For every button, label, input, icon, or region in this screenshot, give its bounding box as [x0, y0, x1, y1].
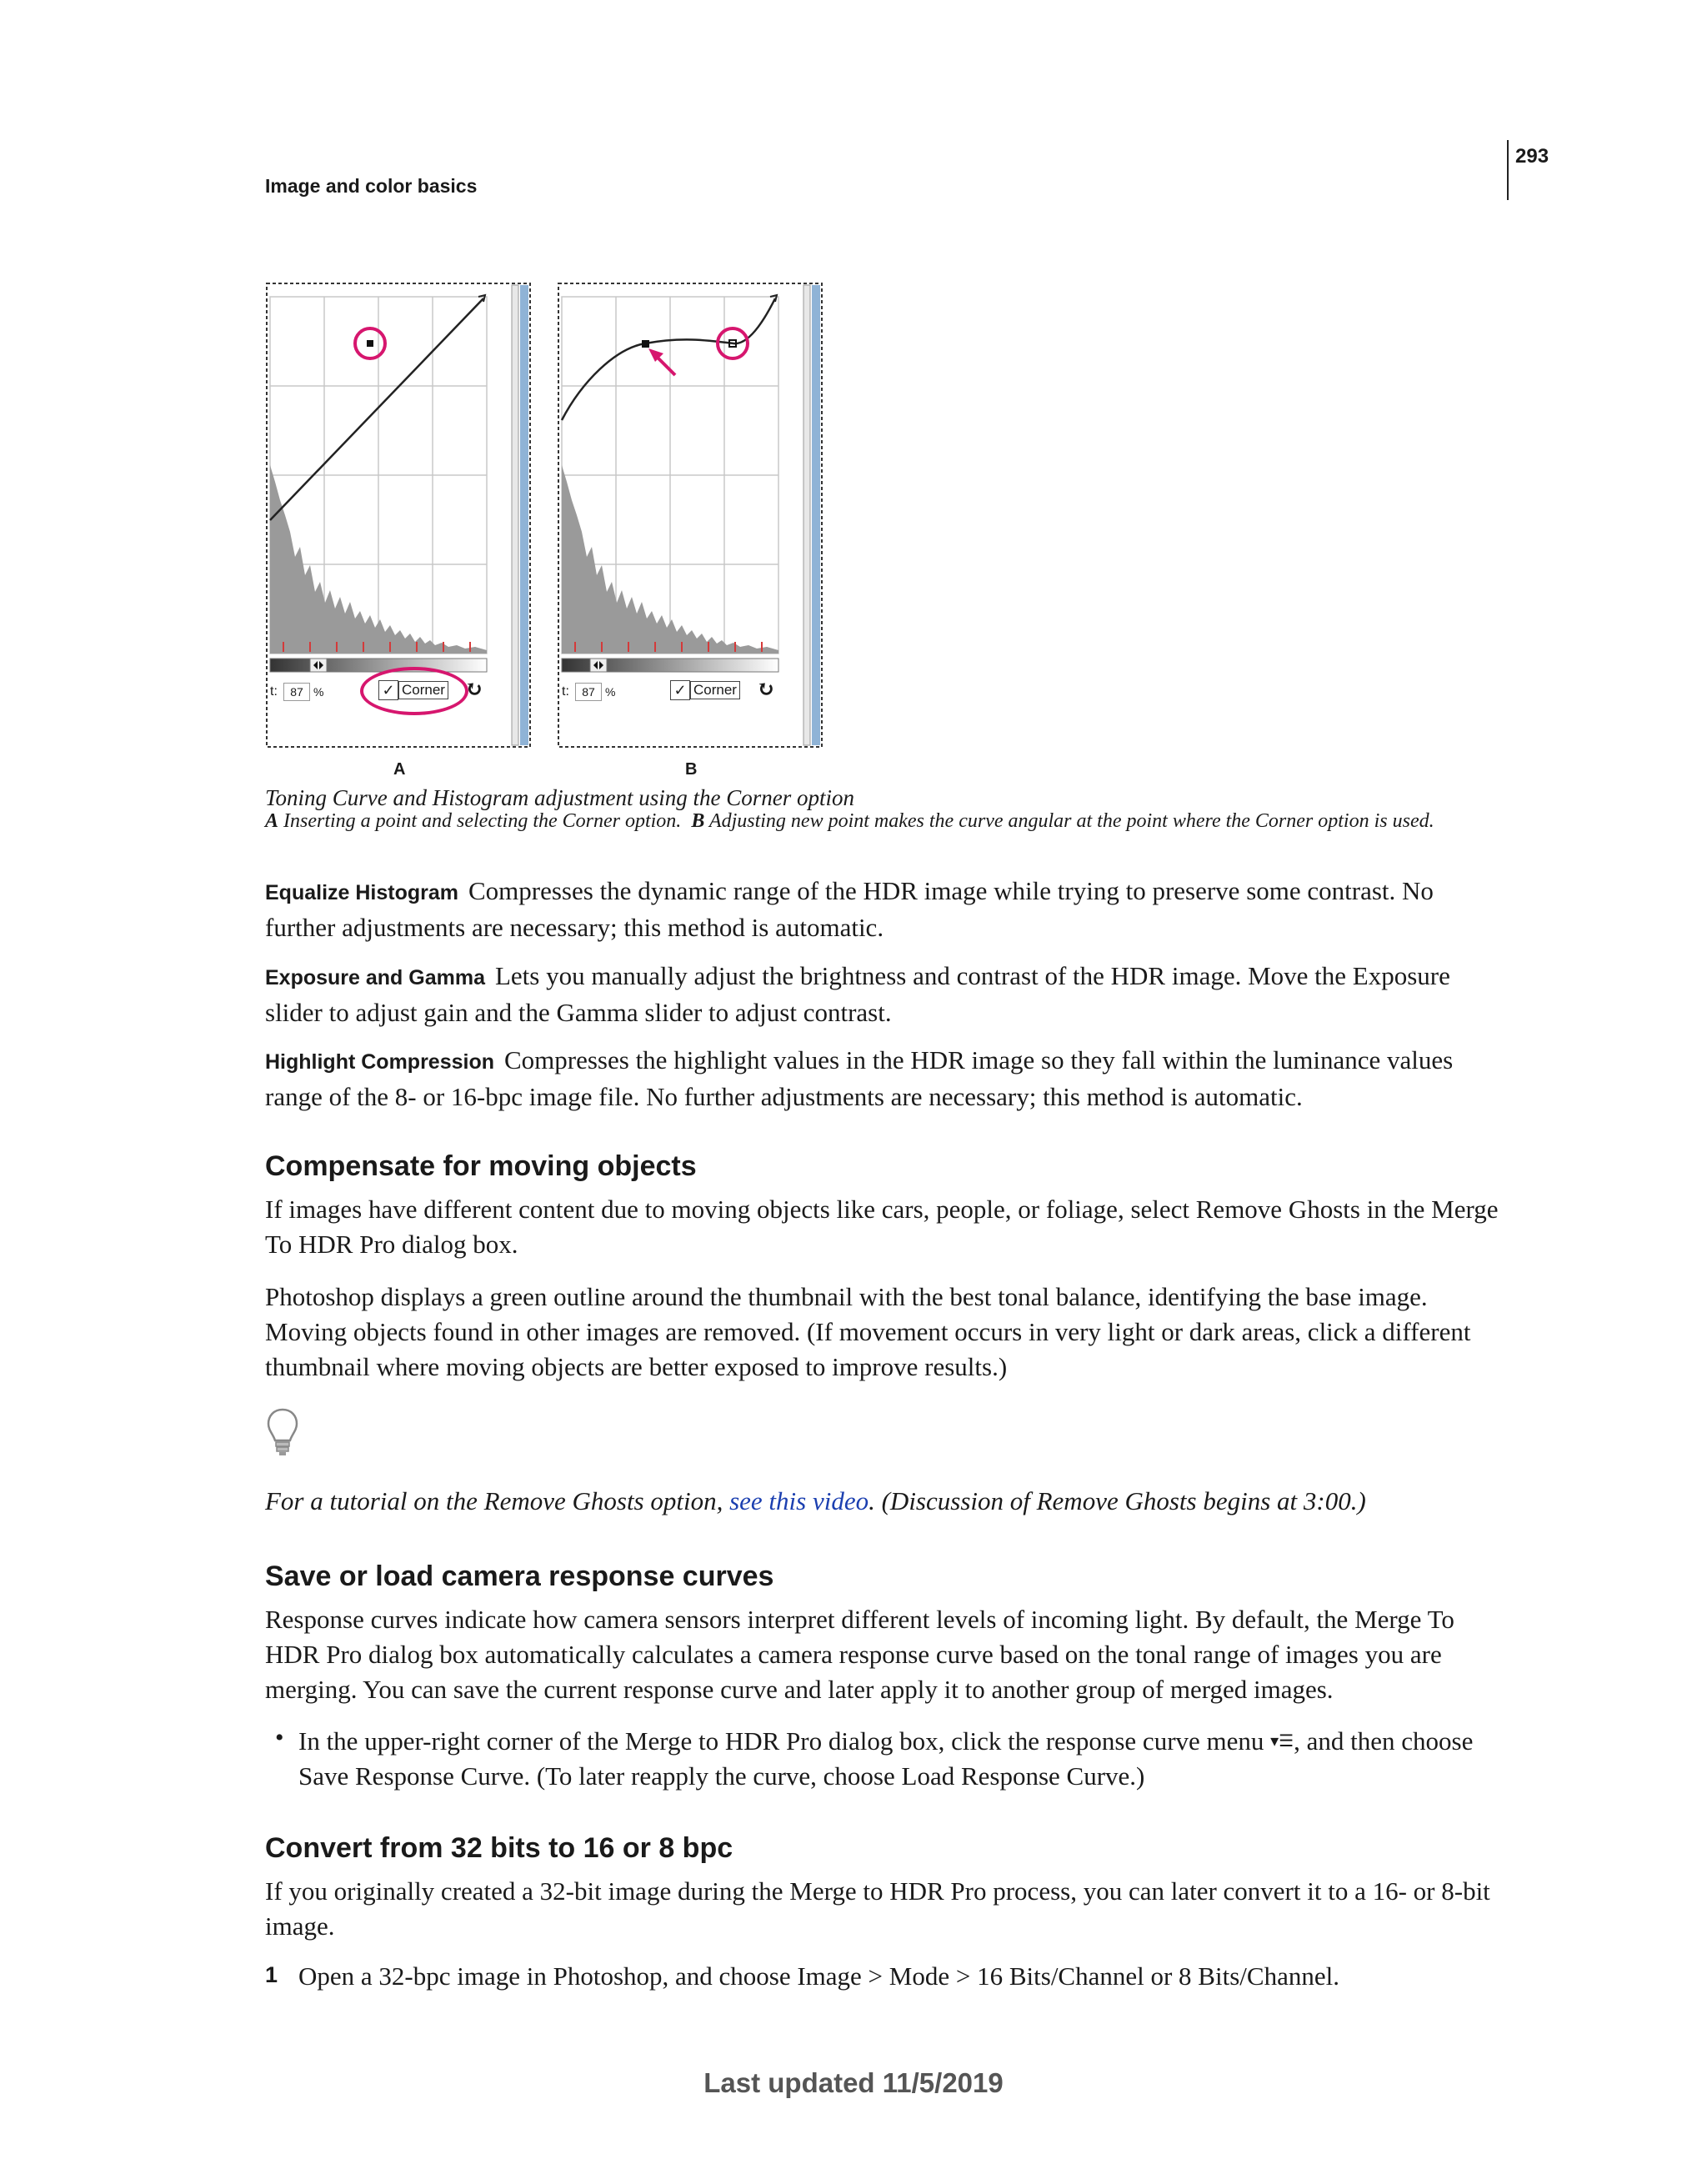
new-control-point-b — [642, 340, 649, 348]
definition-text: Compresses the dynamic range of the HDR image while trying to preserve some contrast. No further adjustments are necessary; this method is automatic. — [265, 876, 1434, 942]
bullet-marker: • — [275, 1724, 284, 1751]
curves-para-1: Response curves indicate how camera sensors interpret different levels of incoming light. By default, the Merge To HDR Pro dialog box automatically calculates a camera response curve based on the tonal range of images you are merging. You can save the current response curve and later apply it to another group of merged images. — [265, 1605, 1454, 1704]
definition-equalize-histogram — [265, 874, 1499, 945]
definition-exposure-gamma — [265, 959, 1499, 1030]
video-link[interactable]: see this video — [729, 1486, 869, 1515]
amount-label-b: t: — [562, 684, 569, 699]
corner-checkbox-b[interactable]: ✓ — [670, 680, 690, 700]
definition-term: Equalize Histogram — [265, 881, 458, 904]
bullet-text-after: , and then choose Save Response Curve. (To later reapply the curve, choose Load Response Curve.) — [298, 1726, 1474, 1791]
response-curve-menu-icon: ▾☰ — [1270, 1731, 1294, 1751]
figure-panel-a — [265, 282, 532, 749]
caption-text-b: Adjusting new point makes the curve angular at the point where the Corner option is used. — [708, 810, 1434, 832]
reset-icon[interactable]: ↻ — [757, 677, 775, 701]
page-number: 293 — [1515, 145, 1549, 168]
header-rule — [1507, 140, 1509, 200]
figure-caption-title: Toning Curve and Histogram adjustment using the Corner option — [265, 785, 855, 810]
figure-caption-detail — [265, 810, 1532, 833]
definition-text: Compresses the highlight values in the HDR image so they fall within the luminance values range of the 8- or 16-bpc image file. No further adjustments are necessary; this method is automatic. — [265, 1045, 1454, 1111]
control-point-a — [367, 340, 373, 347]
caption-letter-b: B — [691, 810, 705, 832]
heading-compensate-moving-objects: Compensate for moving objects — [265, 1150, 697, 1182]
caption-letter-a: A — [265, 810, 279, 832]
running-head: Image and color basics — [265, 175, 478, 197]
moving-para-2: Photoshop displays a green outline around the thumbnail with the best tonal balance, identifying the base image. Moving objects found in other images are removed. (If movement occurs in very light or dark areas, click a different thumbnail where moving objects are better exposed to improve results.) — [265, 1282, 1471, 1381]
convert-para-1: If you originally created a 32-bit image during the Merge to HDR Pro process, you can later convert it to a 16- or 8-bit image. — [265, 1876, 1490, 1941]
amount-input-b[interactable]: 87 — [575, 683, 602, 701]
lightbulb-tip-icon — [265, 1407, 300, 1457]
figure-letter-a: A — [393, 760, 406, 779]
highlight-ellipse-a — [360, 667, 468, 715]
corner-label-a: Corner — [398, 681, 448, 699]
caption-text-a: Inserting a point and selecting the Corner option. — [283, 810, 682, 832]
definition-term: Exposure and Gamma — [265, 966, 485, 989]
tip-paragraph — [265, 1484, 1499, 1519]
amount-input-a[interactable]: 87 — [283, 683, 310, 701]
corner-checkbox-a[interactable]: ✓ — [378, 680, 398, 700]
bullet-text-before: In the upper-right corner of the Merge to HDR Pro dialog box, click the response curve menu — [298, 1726, 1264, 1756]
heading-save-load-response-curves: Save or load camera response curves — [265, 1560, 774, 1592]
tip-text-after: . (Discussion of Remove Ghosts begins at 3:00.) — [869, 1486, 1366, 1515]
tip-text-before: For a tutorial on the Remove Ghosts option, — [265, 1486, 723, 1515]
heading-convert-32-bits: Convert from 32 bits to 16 or 8 bpc — [265, 1832, 733, 1864]
footer-last-updated: Last updated 11/5/2019 — [703, 2067, 1004, 2098]
curves-bullet-item — [298, 1723, 1499, 1794]
percent-label-a: % — [313, 685, 324, 699]
step-text: Open a 32-bpc image in Photoshop, and choose Image > Mode > 16 Bits/Channel or 8 Bits/Channel. — [298, 1961, 1339, 1991]
figure-letter-b: B — [685, 760, 698, 779]
percent-label-b: % — [605, 685, 616, 699]
corner-label-b: Corner — [690, 681, 740, 699]
moving-para-1: If images have different content due to moving objects like cars, people, or foliage, select Remove Ghosts in the Merge To HDR Pro dialog box. — [265, 1195, 1499, 1259]
amount-label-a: t: — [270, 684, 278, 699]
definition-term: Highlight Compression — [265, 1050, 494, 1074]
definition-text: Lets you manually adjust the brightness and contrast of the HDR image. Move the Exposure slider to adjust gain and the Gamma slider to adjust contrast. — [265, 961, 1450, 1027]
reset-icon[interactable]: ↻ — [465, 677, 483, 701]
step-number: 1 — [265, 1962, 278, 1987]
definition-highlight-compression — [265, 1043, 1499, 1115]
figure-panel-b — [557, 282, 823, 749]
curve-graph-b — [557, 282, 823, 749]
